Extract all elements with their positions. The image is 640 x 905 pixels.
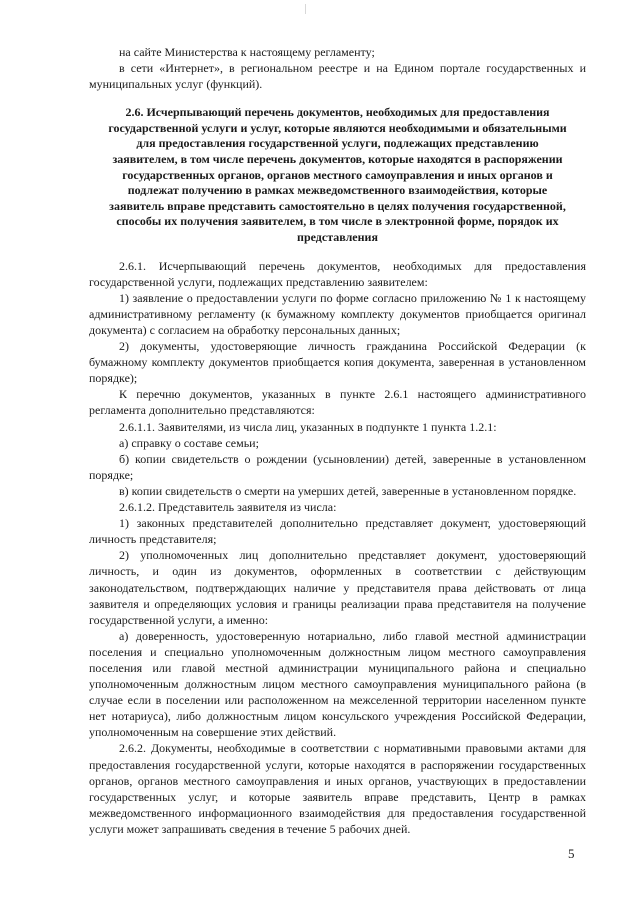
paragraph-2-6-1-2-item-2: 2) уполномоченных лиц дополнительно представляет документ, удостоверяющий личность, и один из документов, оформленных в соответствии с действующим законодательством, подтверждающих наличие у представителя права действовать от лица заявителя и определяющих условия и границы реализации права представителя на получение государственной услуги, а именно: bbox=[89, 548, 586, 627]
paragraph-2-6-1-2-item-1: 1) законных представителей дополнительно представляет документ, удостоверяющий личность представителя; bbox=[89, 516, 586, 547]
paragraph-2-6-1-1-c: в) копии свидетельств о смерти на умерших детей, заверенные в установленном порядке. bbox=[119, 483, 577, 498]
heading-line: государственных органов, органов местного самоуправления и иных органов и bbox=[122, 167, 553, 182]
paragraph-2-6-2: 2.6.2. Документы, необходимые в соответствии с нормативными правовыми актами для предоставления государственной услуги, которые находятся в распоряжении государственных органов, органов местного самоуправления и иных органов, участвующих в предоставлении государственных услуг, и которые заявитель вправе представить, Центр в рамках межведомственного информационного взаимодействия для предоставления государственной услуги может запрашивать сведения в течение 5 рабочих дней. bbox=[89, 741, 586, 836]
paragraph-2-6-1-2-item-a: а) доверенность, удостоверенную нотариально, либо главой местной администрации поселения и специально уполномоченным должностным лицом местного самоуправления поселения или главой местной администрации муниципального района и специально уполномоченным должностным лицом местного самоуправления муниципального района (в случае если в поселении или расположенном на межселенной территории населенном пункте нет нотариуса), либо должностным лицом консульского учреждения Российской Федерации, уполномоченным на совершение этих действий. bbox=[89, 628, 586, 740]
document-body bbox=[89, 44, 586, 837]
paragraph-2-6-1-1-b: б) копии свидетельств о рождении (усыновлении) детей, заверенные в установленном порядке; bbox=[89, 451, 586, 482]
heading-line: подлежат получению в рамках межведомственного взаимодействия, которые bbox=[127, 183, 548, 198]
paragraph-2-6-1-2: 2.6.1.2. Представитель заявителя из числа: bbox=[119, 500, 337, 515]
heading-line: 2.6. Исчерпывающий перечень документов, необходимых для предоставления bbox=[125, 105, 550, 120]
heading-line: заявитель вправе представить самостоятельно в целях получения государственной, bbox=[109, 198, 566, 213]
heading-line: способы их получения заявителем, в том числе в электронной форме, порядок их bbox=[116, 214, 559, 229]
paragraph-2-6-1: 2.6.1. Исчерпывающий перечень документов, необходимых для предоставления государственной услуги, подлежащих представлению заявителем: bbox=[89, 258, 586, 289]
paragraph-2-6-1-1: 2.6.1.1. Заявителями, из числа лиц, указанных в подпункте 1 пункта 1.2.1: bbox=[119, 419, 497, 434]
scan-artifact bbox=[305, 4, 306, 14]
page-number: 5 bbox=[568, 846, 575, 861]
intro-line-2: в сети «Интернет», в региональном реестре и на Едином портале государственных и муниципальных услуг (функций). bbox=[89, 61, 586, 92]
paragraph-2-6-1-1-a: а) справку о составе семьи; bbox=[119, 435, 259, 450]
heading-line: государственной услуги и услуг, которые являются необходимыми и обязательными bbox=[108, 120, 567, 135]
heading-line: заявителем, в том числе перечень документов, которые находятся в распоряжении bbox=[112, 152, 563, 167]
intro-line-1: на сайте Министерства к настоящему регламенту; bbox=[119, 45, 375, 59]
heading-line: для предоставления государственной услуги, подлежащих представлению bbox=[136, 136, 539, 151]
heading-line: представления bbox=[297, 230, 378, 245]
paragraph-additional-documents: К перечню документов, указанных в пункте 2.6.1 настоящего административного регламента дополнительно представляются: bbox=[89, 387, 586, 418]
section-heading bbox=[91, 105, 584, 245]
paragraph-2-6-1-item-1: 1) заявление о предоставлении услуги по форме согласно приложению № 1 к настоящему административному регламенту (к бумажному комплекту документов приобщается оригинал документа) с согласием на обработку персональных данных; bbox=[89, 290, 586, 337]
paragraph-2-6-1-item-2: 2) документы, удостоверяющие личность гражданина Российской Федерации (к бумажному комплекту документов приобщается копия документа, заверенная в установленном порядке); bbox=[89, 339, 586, 386]
